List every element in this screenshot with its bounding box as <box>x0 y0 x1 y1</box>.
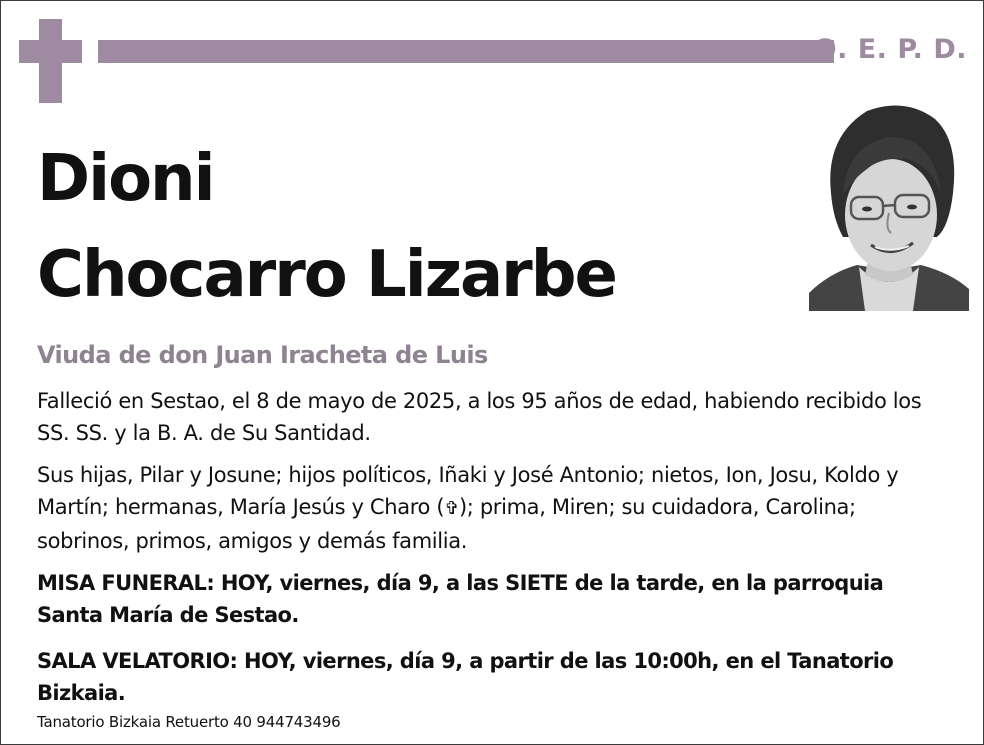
cross-icon-horizontal <box>19 40 82 63</box>
portrait-photo <box>809 97 969 311</box>
family-text-end: ); prima, Miren; su cuidadora, Carolina; sobrinos, primos, amigos y demás familia. <box>37 495 856 553</box>
family-paragraph <box>37 459 947 557</box>
qepd-label: Q. E. P. D. <box>813 34 967 65</box>
deceased-name <box>37 131 616 323</box>
first-name: Dioni <box>37 142 214 216</box>
footer-contact: Tanatorio Bizkaia Retuerto 40 944743496 <box>37 713 341 731</box>
subtitle-widow-of: Viuda de don Juan Iracheta de Luis <box>37 341 488 369</box>
death-notice-paragraph: Falleció en Sestao, el 8 de mayo de 2025, a los 95 años de edad, habiendo recibido los SS. SS. y la B. A. de Su Santidad. <box>37 389 922 445</box>
small-cross-icon: ✞ <box>444 498 459 519</box>
surnames: Chocarro Lizarbe <box>37 238 616 312</box>
wake-room-paragraph: SALA VELATORIO: HOY, viernes, día 9, a partir de las 10:00h, en el Tanatorio Bizkaia. <box>37 649 894 705</box>
family-text-start: Sus hijas, Pilar y Josune; hijos políticos, Iñaki y José Antonio; nietos, Ion, Josu, Koldo y Martín; hermanas, María Jesús y Charo ( <box>37 463 899 519</box>
header-bar <box>98 40 834 63</box>
funeral-mass-paragraph: MISA FUNERAL: HOY, viernes, día 9, a las SIETE de la tarde, en la parroquia Santa María de Sestao. <box>37 571 884 627</box>
